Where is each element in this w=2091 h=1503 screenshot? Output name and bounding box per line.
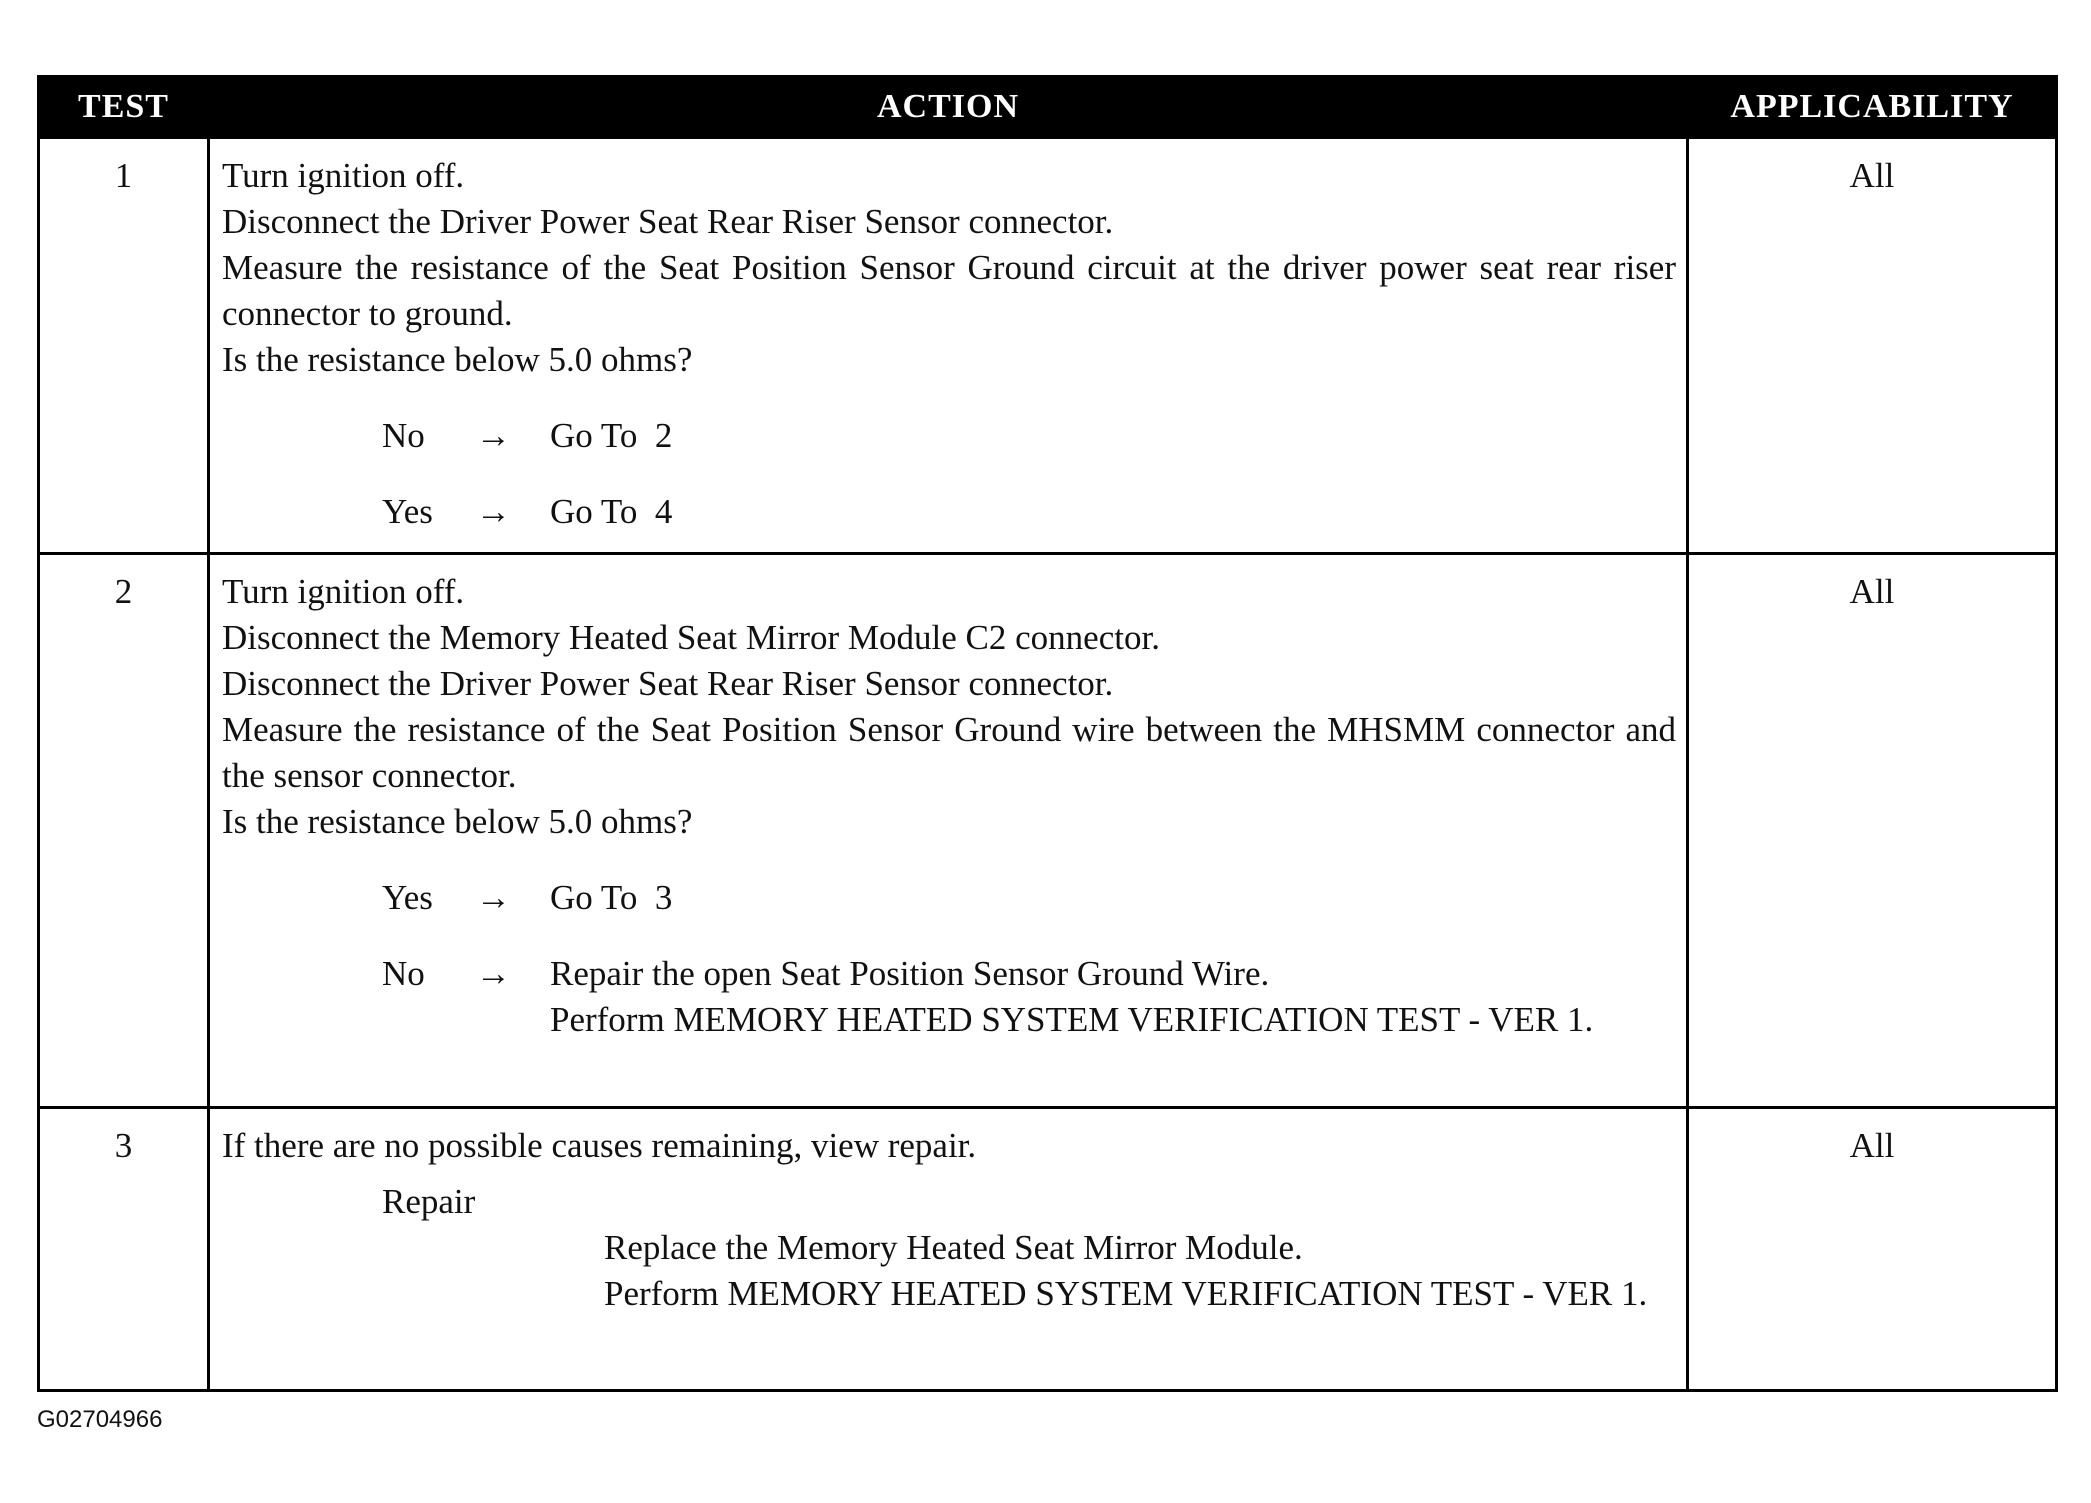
branch-answer: Yes <box>382 878 433 917</box>
branch-yes <box>382 875 1676 921</box>
applicability-value: All <box>1688 554 2057 1108</box>
action-line: Disconnect the Driver Power Seat Rear Riser Sensor connector. <box>222 202 1114 241</box>
action-line: Is the resistance below 5.0 ohms? <box>222 340 693 379</box>
test-number: 1 <box>39 138 209 554</box>
branch-yes <box>382 489 1676 535</box>
action-line: Is the resistance below 5.0 ohms? <box>222 802 693 841</box>
test-number: 3 <box>39 1108 209 1391</box>
repair-line: Replace the Memory Heated Seat Mirror Module. <box>604 1228 1303 1267</box>
right-arrow-icon: → <box>476 416 511 455</box>
action-line: Turn ignition off. <box>222 156 465 195</box>
repair-line: Perform MEMORY HEATED SYSTEM VERIFICATION TEST - VER 1. <box>550 1000 1594 1039</box>
table-row <box>39 554 2057 1108</box>
branch-result <box>550 951 1676 1043</box>
action-cell <box>209 1108 1688 1391</box>
branch-result: Go To 4 <box>550 492 673 531</box>
applicability-value: All <box>1688 1108 2057 1391</box>
branch-result: Go To 2 <box>550 416 673 455</box>
right-arrow-icon: → <box>476 492 511 531</box>
table-row <box>39 138 2057 554</box>
repair-instructions <box>604 1225 1676 1317</box>
branch-result: Go To 3 <box>550 878 673 917</box>
diagnostic-test-table <box>37 75 2058 1392</box>
test-number: 2 <box>39 554 209 1108</box>
branch-answer: Yes <box>382 492 433 531</box>
branch-no <box>382 951 1676 1043</box>
repair-line: Repair the open Seat Position Sensor Ground Wire. <box>550 954 1270 993</box>
repair-line: Perform MEMORY HEATED SYSTEM VERIFICATION TEST - VER 1. <box>604 1274 1648 1313</box>
action-line: Disconnect the Driver Power Seat Rear Riser Sensor connector. <box>222 664 1114 703</box>
figure-id: G02704966 <box>37 1406 163 1433</box>
action-line: Disconnect the Memory Heated Seat Mirror Module C2 connector. <box>222 618 1160 657</box>
action-cell <box>209 138 1688 554</box>
action-line: Measure the resistance of the Seat Position Sensor Ground wire between the MHSMM connector and the sensor connector. <box>222 710 1676 795</box>
branch-answer: No <box>382 416 425 455</box>
action-line: Measure the resistance of the Seat Position Sensor Ground circuit at the driver power seat rear riser connector to ground. <box>222 248 1676 333</box>
header-applicability: APPLICABILITY <box>1688 77 2057 138</box>
action-cell <box>209 554 1688 1108</box>
header-action: ACTION <box>209 77 1688 138</box>
header-test: TEST <box>39 77 209 138</box>
table-row <box>39 1108 2057 1391</box>
branch-no <box>382 413 1676 459</box>
action-line: Turn ignition off. <box>222 572 465 611</box>
applicability-value: All <box>1688 138 2057 554</box>
right-arrow-icon: → <box>476 954 511 993</box>
right-arrow-icon: → <box>476 878 511 917</box>
repair-label: Repair <box>382 1182 476 1221</box>
branch-answer: No <box>382 954 425 993</box>
table-header-row <box>39 77 2057 138</box>
action-line: If there are no possible causes remaining, view repair. <box>222 1126 977 1165</box>
